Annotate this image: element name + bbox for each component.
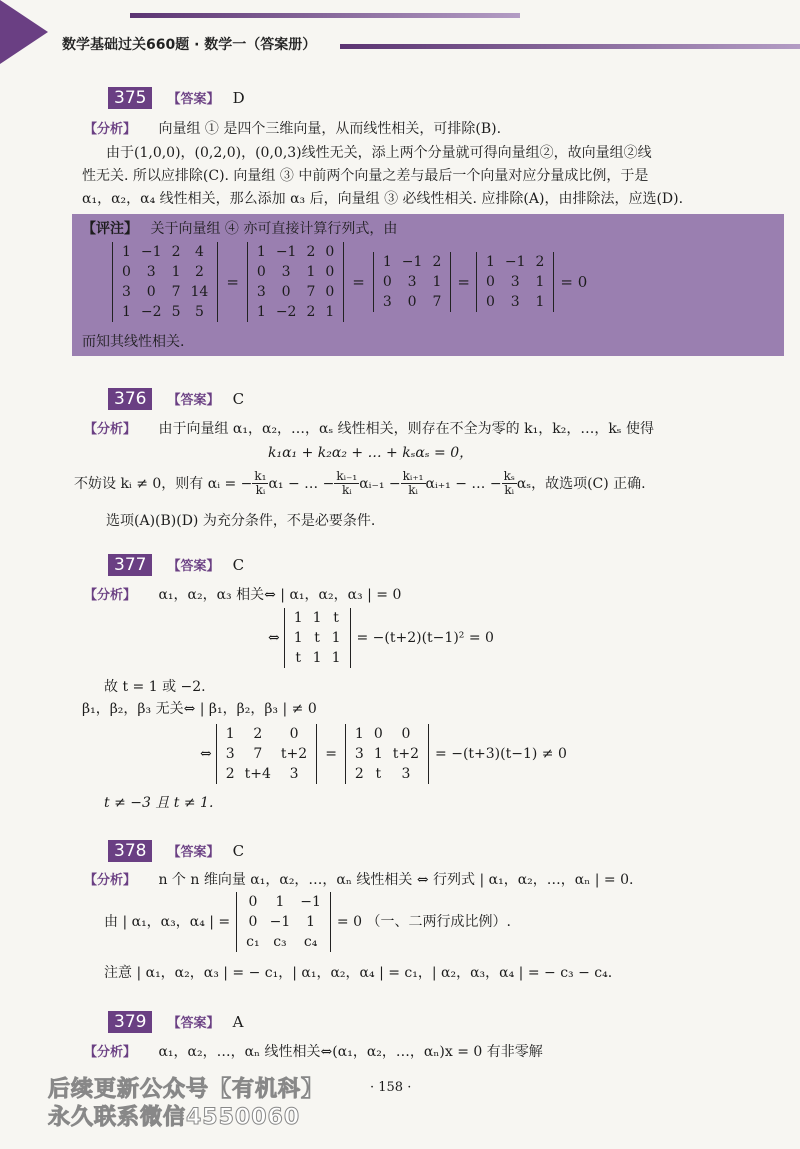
header-decor-bar	[340, 44, 800, 49]
comment-text: 关于向量组 ④ 亦可直接计算行列式，由	[150, 221, 398, 237]
matrix-cell: 1	[293, 630, 303, 646]
matrix-cell: 7	[432, 294, 442, 310]
determinant-equation	[112, 242, 587, 322]
matrix-cell: 1	[373, 746, 383, 762]
matrix-cell: 2	[306, 244, 316, 260]
equals-sign: =	[352, 273, 365, 291]
analysis-line	[84, 418, 654, 441]
matrix-cell: 1	[354, 726, 364, 742]
matrix-cell: 1	[122, 244, 131, 260]
text-line	[74, 470, 646, 497]
matrix-cell: t+2	[392, 746, 420, 762]
matrix-cell: t	[375, 766, 382, 782]
fraction: $\frac{\text{kᵢ₋₁}}{\text{kᵢ}}$	[336, 469, 358, 497]
matrix-cell: t	[333, 610, 339, 626]
analysis-tag: 【分析】	[84, 122, 137, 137]
matrix-table	[350, 724, 424, 784]
answer-tag: 【答案】	[167, 559, 220, 574]
matrix-cell: 2	[432, 254, 442, 270]
matrix-cell: −1	[504, 254, 526, 270]
page-number: · 158 ·	[370, 1080, 412, 1095]
matrix-table	[252, 242, 339, 322]
equals-sign: =	[226, 273, 239, 291]
text-line: 向量组 ① 是四个三维向量，从而线性相关，可排除(B).	[158, 121, 502, 137]
determinant	[476, 252, 554, 312]
matrix-cell: 2	[253, 726, 263, 742]
determinant	[236, 892, 331, 952]
matrix-cell: 0	[289, 726, 299, 742]
matrix-cell: 1	[306, 914, 316, 930]
answer-value: C	[232, 390, 245, 408]
answer-tag: 【答案】	[167, 1016, 220, 1031]
matrix-cell: c₄	[303, 934, 318, 950]
text-line: 故 t = 1 或 −2.	[104, 679, 206, 695]
matrix-cell: 1	[325, 304, 335, 320]
matrix-cell: 1	[275, 894, 285, 910]
matrix-table	[117, 242, 213, 322]
determinant	[112, 242, 218, 322]
matrix-cell: 2	[354, 766, 364, 782]
matrix-cell: 1	[122, 304, 131, 320]
iff-symbol: ⇔	[268, 630, 280, 646]
matrix-cell: 2	[194, 264, 204, 280]
matrix-cell: 3	[401, 766, 411, 782]
question-number: 377	[108, 554, 152, 576]
matrix-cell: 1	[293, 610, 303, 626]
matrix-cell: 1	[312, 650, 322, 666]
question-376-header	[108, 388, 244, 410]
matrix-cell: 1	[312, 610, 322, 626]
matrix-cell: −1	[401, 254, 423, 270]
text-fragment: 不妨设 kᵢ ≠ 0，则有 αᵢ = −	[74, 475, 253, 492]
header-decor-bar	[130, 13, 520, 18]
text-line: 由于向量组 α₁，α₂，…，αₛ 线性相关，则存在不全为零的 k₁，k₂，…，kₛ 使得	[158, 421, 654, 437]
text-line: α₁，α₂，…，αₙ 线性相关⇔(α₁，α₂，…，αₙ)x = 0 有非零解	[158, 1044, 543, 1060]
question-number: 375	[108, 87, 152, 109]
matrix-cell: 1	[256, 304, 266, 320]
matrix-cell: c₁	[246, 934, 260, 950]
answer-tag: 【答案】	[167, 845, 220, 860]
matrix-cell: 2	[535, 254, 545, 270]
matrix-cell: 3	[382, 294, 392, 310]
text-line: β₁，β₂，β₃ 无关⇔ | β₁，β₂，β₃ | ≠ 0	[82, 701, 317, 717]
watermark-line: 后续更新公众号【有机科】	[48, 1077, 325, 1102]
matrix-table	[378, 252, 446, 312]
matrix-cell: 3	[354, 746, 364, 762]
iff-symbol: ⇔	[200, 746, 212, 762]
text-line: α₁，α₂，α₄ 线性相关，那么添加 α₃ 后，向量组 ③ 必线性相关. 应排除(A)，由排除法，应选(D).	[82, 191, 684, 207]
matrix-cell: 0	[281, 284, 291, 300]
matrix-cell: 3	[146, 264, 156, 280]
matrix-cell: t	[314, 630, 320, 646]
matrix-cell: 14	[190, 284, 209, 300]
watermark-line: 永久联系微信4550060	[48, 1105, 301, 1130]
matrix-cell: 5	[194, 304, 204, 320]
matrix-cell: c₃	[273, 934, 287, 950]
answer-value: C	[232, 842, 245, 860]
matrix-cell: −1	[269, 914, 291, 930]
comment-header	[82, 218, 397, 240]
matrix-cell: 1	[256, 244, 266, 260]
answer-value: A	[232, 1013, 244, 1031]
text-fragment: αₛ，故选项(C) 正确.	[516, 475, 646, 492]
matrix-cell: 1	[535, 274, 545, 290]
matrix-cell: 3	[289, 766, 299, 782]
matrix-cell: t+4	[244, 766, 271, 782]
determinant	[345, 724, 429, 784]
matrix-cell: 0	[325, 244, 335, 260]
determinant	[284, 608, 351, 668]
question-377-header	[108, 554, 244, 576]
matrix-cell: 1	[225, 726, 235, 742]
equals-sign: =	[457, 273, 470, 291]
matrix-cell: 1	[382, 254, 392, 270]
matrix-table	[241, 892, 326, 952]
matrix-cell: 1	[535, 294, 545, 310]
analysis-tag: 【分析】	[84, 1045, 137, 1060]
matrix-cell: 4	[194, 244, 204, 260]
fraction: $\frac{\text{kₛ}}{\text{kᵢ}}$	[503, 469, 515, 497]
analysis-line	[84, 584, 401, 607]
answer-value: D	[232, 89, 245, 107]
matrix-cell: 1	[331, 650, 341, 666]
matrix-cell: t	[295, 650, 302, 666]
matrix-table	[481, 252, 549, 312]
analysis-line	[84, 118, 501, 141]
matrix-cell: t+2	[280, 746, 308, 762]
matrix-cell: 0	[256, 264, 266, 280]
matrix-cell: 0	[401, 726, 411, 742]
matrix-cell: 5	[171, 304, 181, 320]
text-line: 性无关. 所以应排除(C). 向量组 ③ 中前两个向量之差与最后一个向量对应分量成比例，于是	[82, 168, 649, 184]
matrix-cell: 2	[225, 766, 235, 782]
zero-result: = 0	[560, 273, 588, 291]
matrix-cell: −1	[140, 244, 162, 260]
matrix-cell: 3	[256, 284, 266, 300]
matrix-cell: −1	[275, 244, 297, 260]
matrix-cell: 1	[171, 264, 181, 280]
comment-conclusion: 而知其线性相关.	[82, 334, 185, 350]
matrix-cell: −1	[300, 894, 321, 910]
question-number: 378	[108, 840, 152, 862]
text-line: 由于(1,0,0)，(0,2,0)，(0,0,3)线性无关，添上两个分量就可得向量组②，故向量组②线	[106, 145, 652, 161]
determinant	[247, 242, 344, 322]
matrix-cell: 0	[325, 264, 335, 280]
text-fragment: 由 | α₁，α₃，α₄ | =	[104, 914, 231, 930]
fraction: $\frac{\text{kᵢ₊₁}}{\text{kᵢ}}$	[402, 469, 424, 497]
answer-tag: 【答案】	[167, 92, 220, 107]
matrix-cell: 1	[306, 264, 316, 280]
determinant-equation	[200, 724, 567, 784]
matrix-table	[221, 724, 312, 784]
matrix-cell: 7	[171, 284, 181, 300]
matrix-cell: 3	[407, 274, 417, 290]
page-header-title: 数学基础过关660题 · 数学一（答案册）	[62, 37, 317, 53]
matrix-cell: 0	[248, 914, 258, 930]
matrix-cell: 3	[122, 284, 131, 300]
text-fragment: αᵢ₋₁ −	[359, 475, 401, 492]
equals-sign: =	[325, 746, 337, 762]
comment-tag: 【评注】	[82, 221, 138, 237]
matrix-cell: 1	[331, 630, 341, 646]
question-number: 376	[108, 388, 152, 410]
matrix-cell: −2	[140, 304, 162, 320]
text-line: α₁，α₂，α₃ 相关⇔ | α₁，α₂，α₃ | = 0	[158, 587, 402, 603]
matrix-cell: 1	[485, 254, 495, 270]
equation-result: = −(t+2)(t−1)² = 0	[356, 630, 494, 646]
matrix-cell: 2	[306, 304, 316, 320]
matrix-cell: 7	[306, 284, 316, 300]
equation-result: = 0 （一、二两行成比例）.	[336, 914, 511, 930]
matrix-table	[289, 608, 346, 668]
analysis-line	[84, 1041, 543, 1064]
text-line: 选项(A)(B)(D) 为充分条件，不是必要条件.	[106, 513, 376, 529]
matrix-cell: 3	[281, 264, 291, 280]
analysis-line	[84, 869, 633, 892]
equation-line: k₁α₁ + k₂α₂ + … + kₛαₛ = 0，	[268, 445, 474, 461]
question-378-header	[108, 840, 244, 862]
question-number: 379	[108, 1011, 152, 1033]
text-line: 注意 | α₁，α₂，α₃ | = − c₁，| α₁，α₂，α₄ | = c₁，| α₂，α₃，α₄ | = − c₃ − c₄.	[104, 965, 613, 981]
matrix-cell: 0	[146, 284, 156, 300]
text-line: t ≠ −3 且 t ≠ 1.	[104, 795, 214, 811]
matrix-cell: 0	[248, 894, 258, 910]
question-375-header	[108, 87, 245, 109]
header-triangle-icon	[0, 0, 48, 64]
matrix-cell: −2	[275, 304, 297, 320]
analysis-tag: 【分析】	[84, 422, 137, 437]
text-line: n 个 n 维向量 α₁，α₂，…，αₙ 线性相关 ⇔ 行列式 | α₁，α₂，…，αₙ | = 0.	[158, 872, 634, 888]
matrix-cell: 0	[382, 274, 392, 290]
matrix-cell: 3	[510, 274, 520, 290]
matrix-cell: 7	[253, 746, 263, 762]
text-fragment: α₁ − … −	[268, 475, 335, 492]
equation-result: = −(t+3)(t−1) ≠ 0	[435, 746, 567, 762]
fraction: $\frac{\text{k₁}}{\text{kᵢ}}$	[254, 469, 267, 497]
answer-tag: 【答案】	[167, 393, 220, 408]
matrix-cell: 1	[432, 274, 442, 290]
analysis-tag: 【分析】	[84, 873, 137, 888]
matrix-cell: 3	[225, 746, 235, 762]
matrix-cell: 0	[373, 726, 383, 742]
matrix-cell: 2	[171, 244, 181, 260]
question-379-header	[108, 1011, 244, 1033]
determinant	[216, 724, 317, 784]
determinant-equation	[104, 892, 511, 952]
analysis-tag: 【分析】	[84, 588, 137, 603]
answer-value: C	[232, 556, 245, 574]
matrix-cell: 0	[407, 294, 417, 310]
matrix-cell: 0	[122, 264, 131, 280]
matrix-cell: 0	[485, 274, 495, 290]
matrix-cell: 0	[325, 284, 335, 300]
determinant-equation	[268, 608, 494, 668]
determinant	[373, 252, 451, 312]
matrix-cell: 0	[485, 294, 495, 310]
text-fragment: αᵢ₊₁ − … −	[425, 475, 502, 492]
matrix-cell: 3	[510, 294, 520, 310]
